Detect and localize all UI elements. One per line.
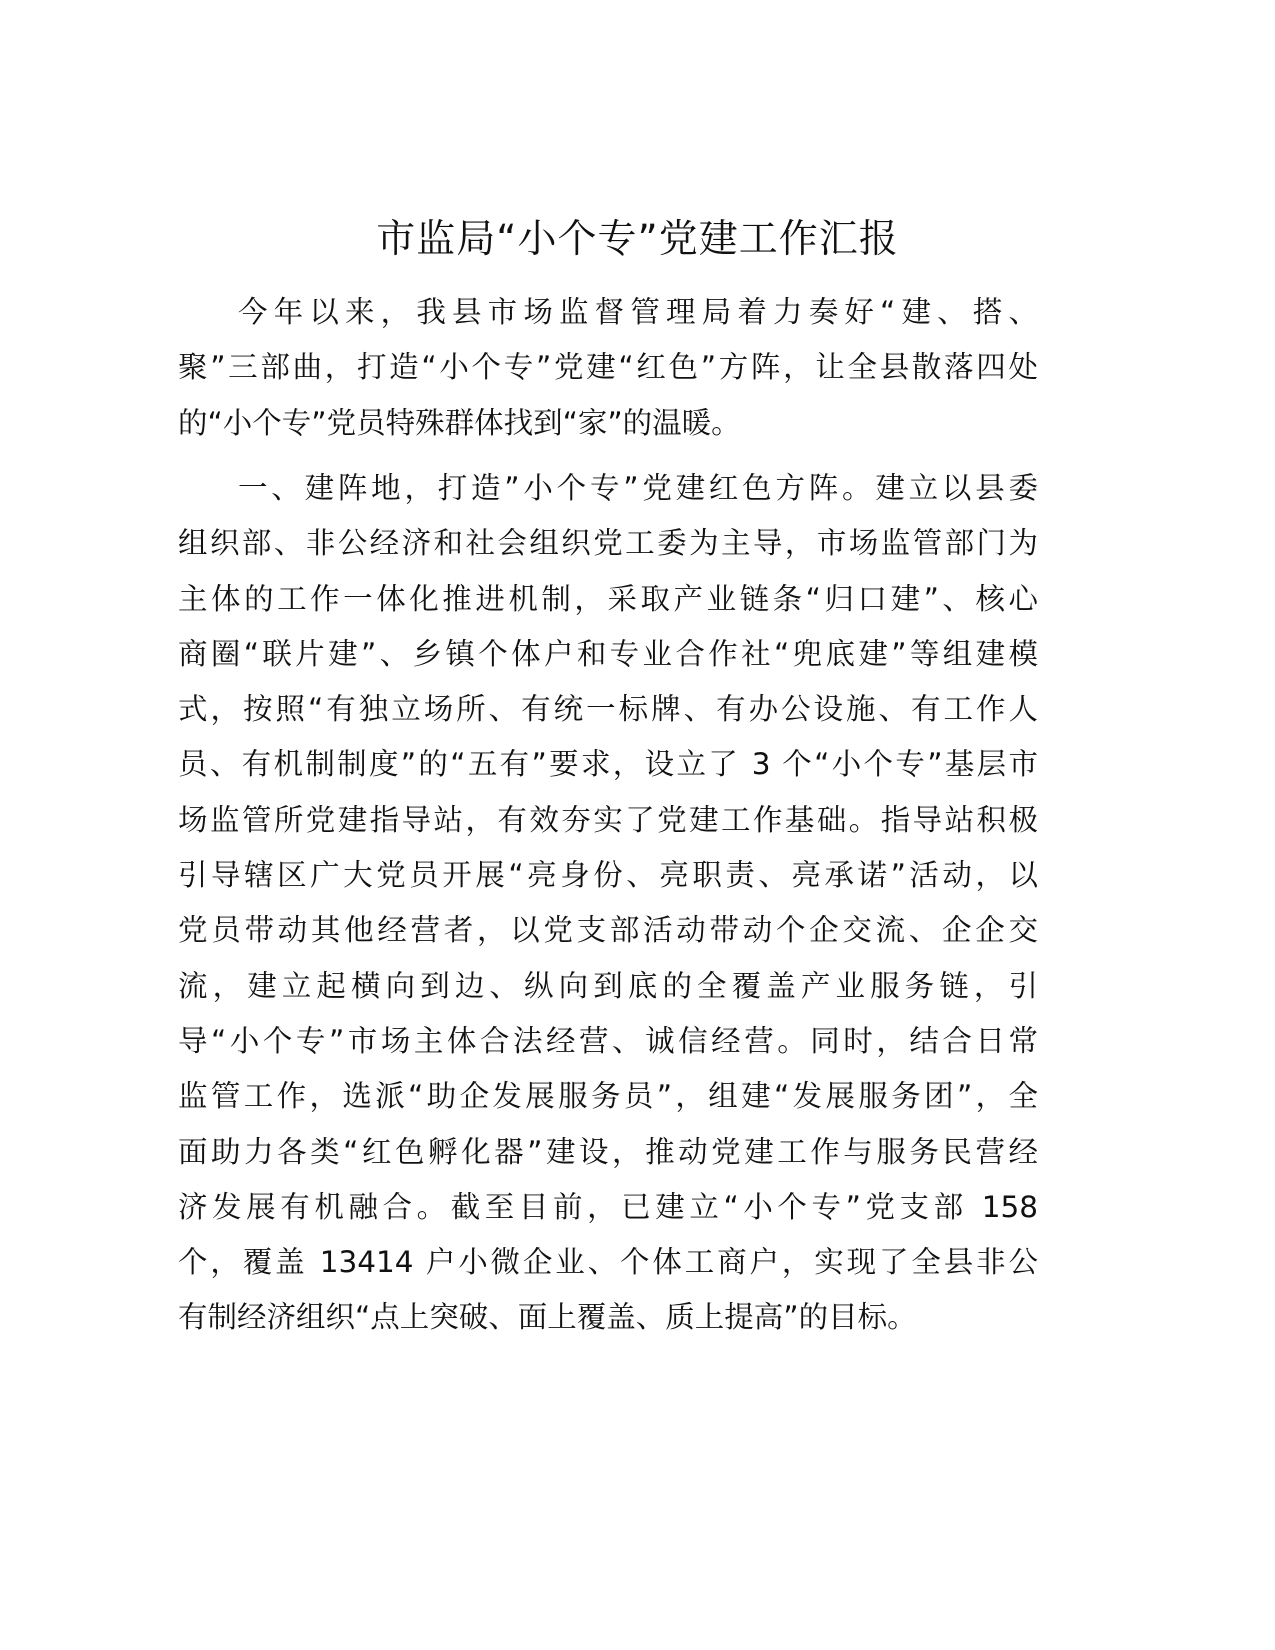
paragraph-line: 导“小个专”市场主体合法经营、诚信经营。同时，结合日常	[178, 1023, 1038, 1058]
paragraph-line: 聚”三部曲，打造“小个专”党建“红色”方阵，让全县散落四处	[178, 350, 1038, 385]
paragraph-line: 主体的工作一体化推进机制，采取产业链条“归口建”、核心	[178, 581, 1038, 616]
paragraph-line: 的“小个专”党员特殊群体找到“家”的温暖。	[178, 405, 741, 440]
section-heading-line: 一、建阵地，打造”小个专”党建红色方阵。建立以县委	[238, 471, 1038, 505]
paragraph-line: 组织部、非公经济和社会组织党工委为主导，市场监管部门为	[178, 526, 1038, 561]
paragraph-line: 监管工作，选派“助企发展服务员”，组建“发展服务团”，全	[178, 1079, 1038, 1114]
paragraph-line: 有制经济组织“点上突破、面上覆盖、质上提高”的目标。	[178, 1300, 917, 1335]
paragraph-line: 引导辖区广大党员开展“亮身份、亮职责、亮承诺”活动，以	[178, 858, 1038, 893]
document-title: 市监局“小个专”党建工作汇报	[376, 217, 899, 262]
paragraph-line: 今年以来，我县市场监督管理局着力奏好“建、搭、	[238, 295, 1038, 329]
paragraph-line: 党员带动其他经营者，以党支部活动带动个企交流、企企交	[178, 913, 1038, 948]
paragraph-line: 场监管所党建指导站，有效夯实了党建工作基础。指导站积极	[178, 802, 1038, 837]
paragraph-intro	[178, 285, 1038, 451]
paragraph-line: 个，覆盖 13414 户小微企业、个体工商户，实现了全县非公	[178, 1245, 1038, 1280]
paragraph-line: 面助力各类“红色孵化器”建设，推动党建工作与服务民营经	[178, 1134, 1038, 1169]
paragraph-line: 商圈“联片建”、乡镇个体户和专业合作社“兜底建”等组建模	[178, 636, 1038, 671]
paragraph-section-1	[178, 461, 1038, 1346]
paragraph-line: 员、有机制制度”的“五有”要求，设立了 3 个“小个专”基层市	[178, 747, 1038, 782]
paragraph-line: 式，按照“有独立场所、有统一标牌、有办公设施、有工作人	[178, 692, 1038, 727]
paragraph-line: 流，建立起横向到边、纵向到底的全覆盖产业服务链，引	[178, 968, 1038, 1003]
paragraph-line: 济发展有机融合。截至目前，已建立“小个专”党支部 158	[178, 1189, 1038, 1224]
